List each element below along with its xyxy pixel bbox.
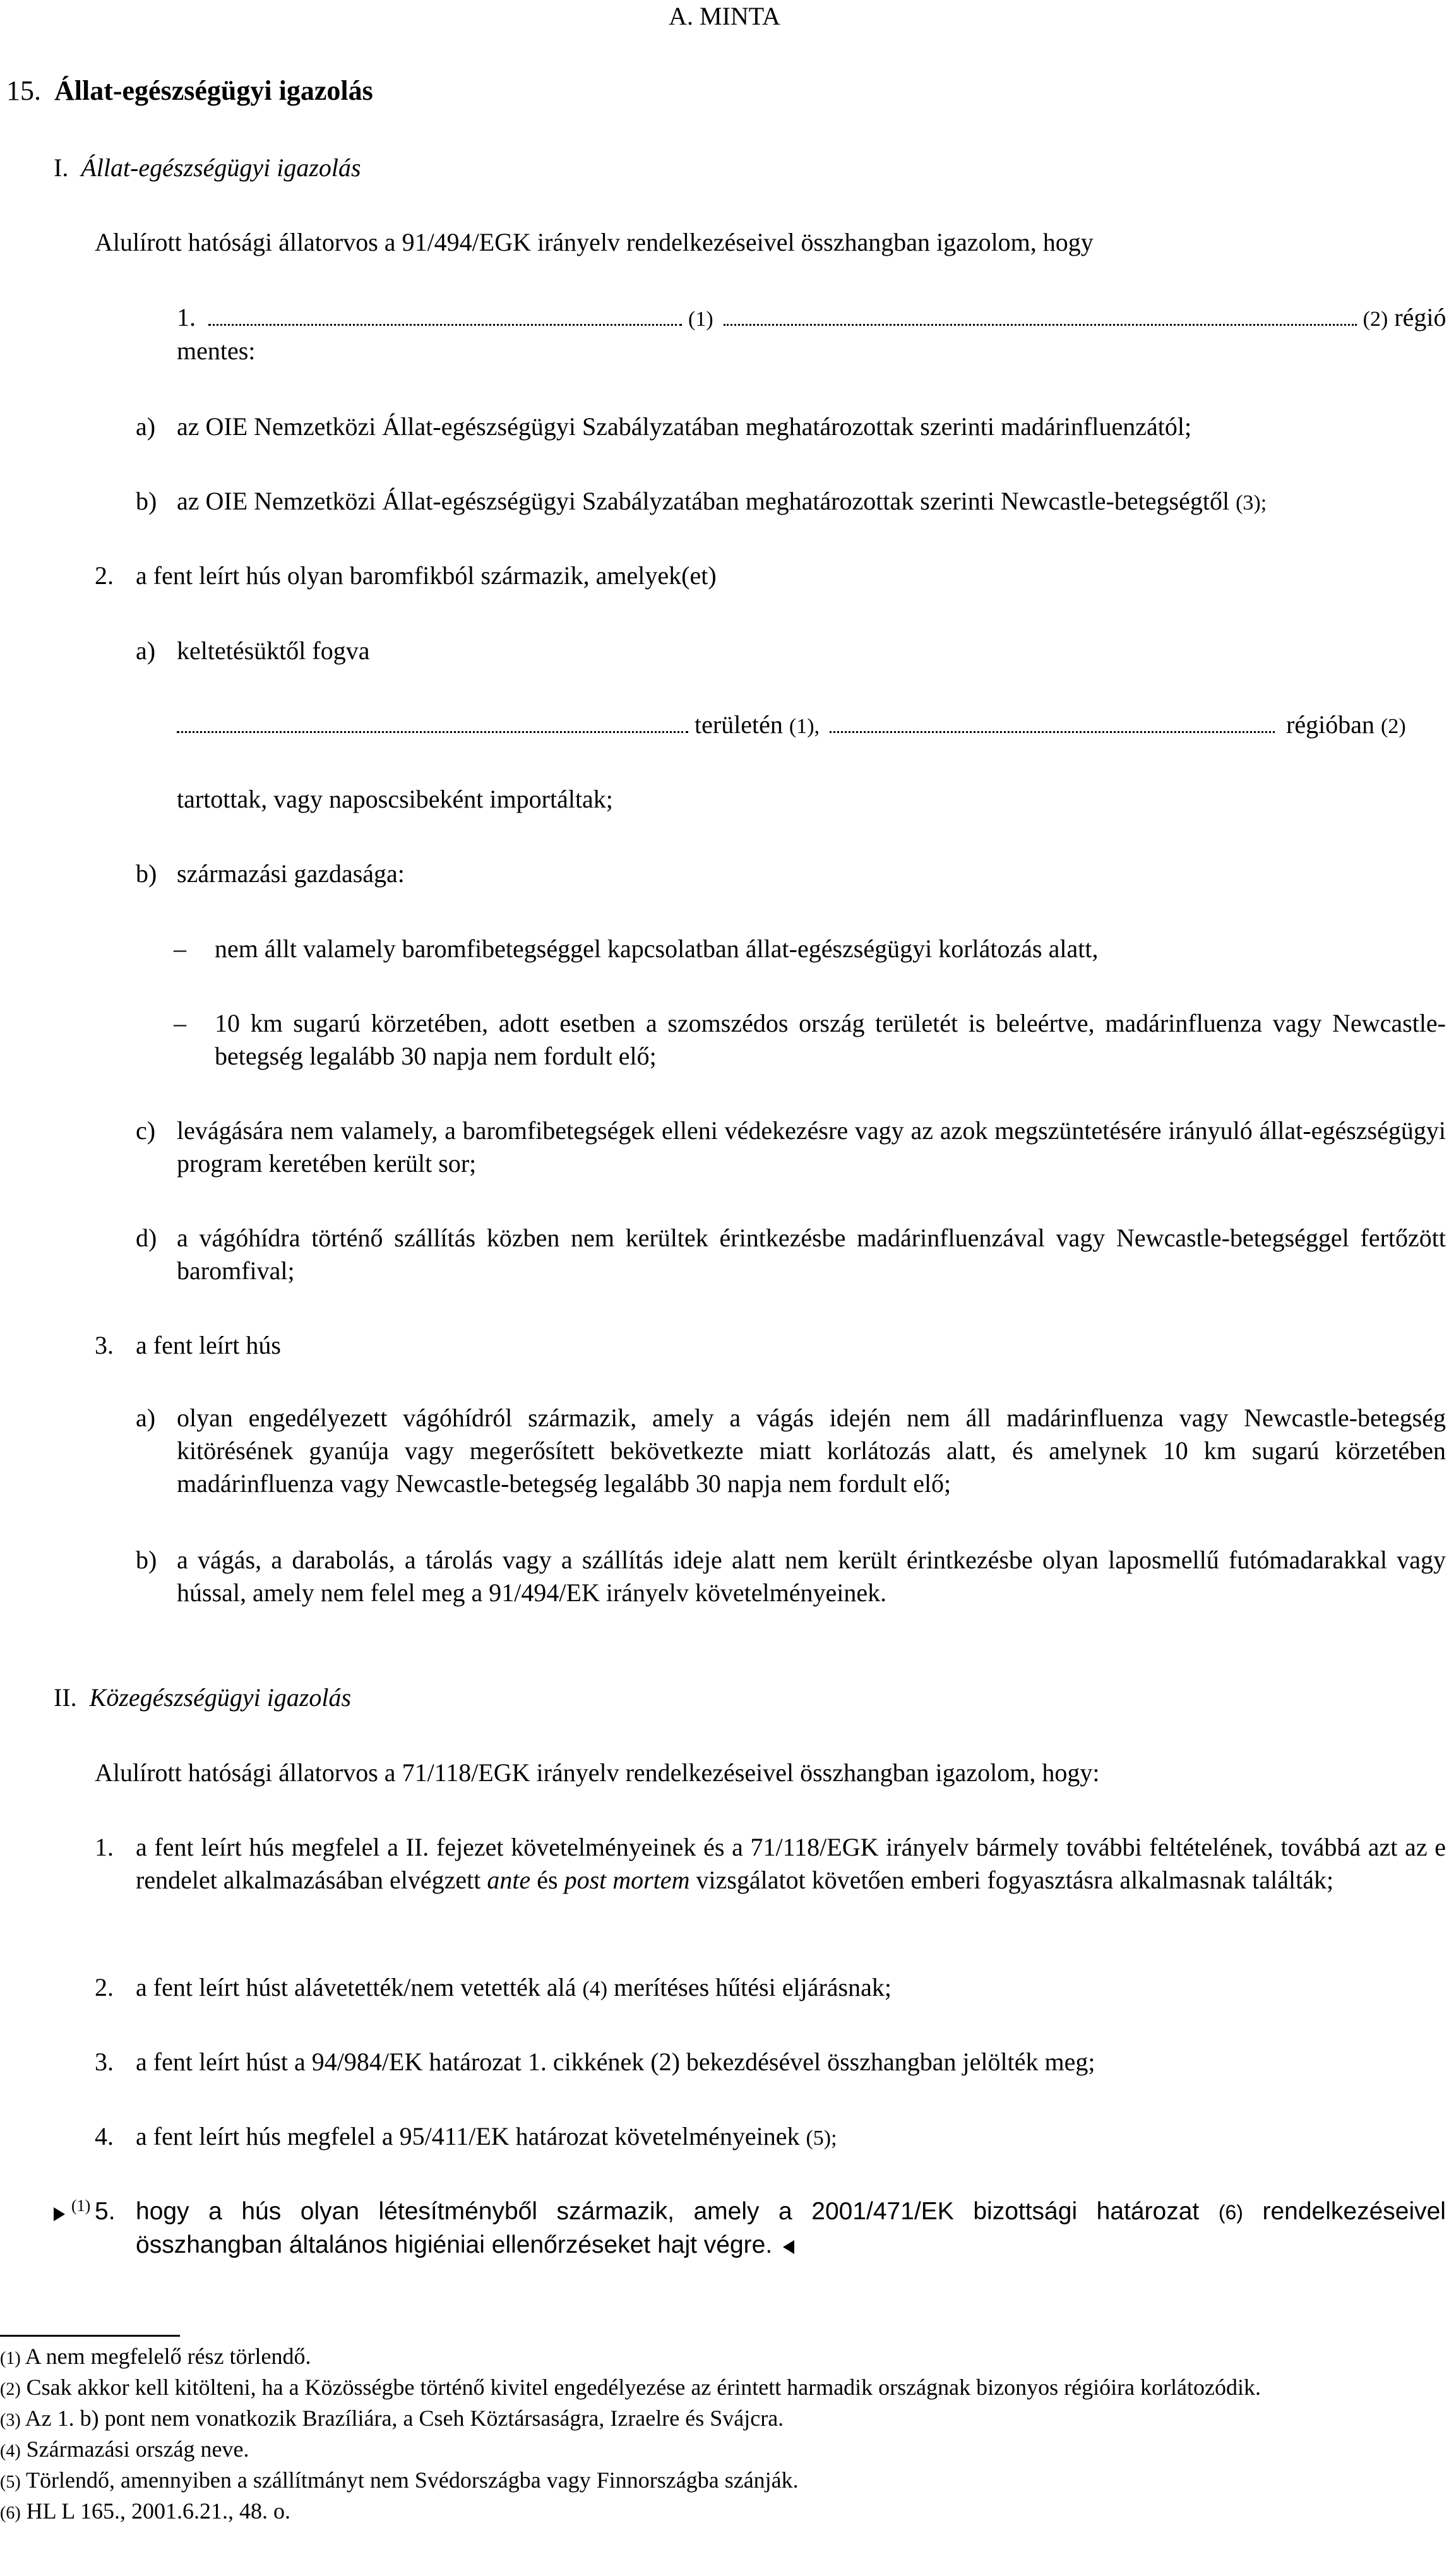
item1-tail: régió [1394, 303, 1446, 331]
part2-roman: II. [54, 1683, 77, 1712]
part2-item2-end: merítéses hűtési eljárásnak; [614, 1973, 891, 2001]
dash-marker-2: – [174, 1009, 186, 1037]
amendment-ref: (1) [71, 2197, 91, 2215]
item2-b-text: származási gazdasága: [177, 859, 405, 888]
footnote-text: Törlendő, amennyiben a szállítmányt nem Svédországba vagy Finnországba szánják. [26, 2467, 799, 2493]
fill-blank-region2 [830, 722, 1275, 733]
footnote-ref: (2) [0, 2380, 21, 2399]
item3-b-label: b) [136, 1546, 157, 1574]
footnote-1 [0, 2341, 311, 2374]
item2-a-end: régióban [1286, 710, 1375, 739]
part2-item1-number: 1. [95, 1833, 114, 1861]
part2-item1-ante: ante [487, 1866, 531, 1894]
amendment-marker [54, 2195, 90, 2228]
part2-heading [54, 1681, 351, 1714]
part2-item2-text: a fent leírt húst alávetették/nem vetették alá [136, 1973, 576, 2001]
item2-d-label: d) [136, 1224, 157, 1252]
part2-item1-text [136, 1831, 1446, 1897]
footnote-text: Csak akkor kell kitölteni, ha a Közösségbe történő kivitel engedélyezése az érintett harmadik országnak bizonyos régióira korlátozódik. [26, 2375, 1261, 2400]
item2-a-line2: tartottak, vagy naposcsibeként importáltak; [177, 785, 613, 813]
item2-a-label: a) [136, 636, 156, 665]
part2-item4-line [136, 2120, 837, 2155]
footnote-ref: (3) [0, 2411, 21, 2430]
dash-marker-1: – [174, 934, 186, 963]
part1-intro: Alulírott hatósági állatorvos a 91/494/EGK irányelv rendelkezéseivel összhangban igazolom, hogy [95, 228, 1094, 256]
item2-dash1: nem állt valamely baromfibetegséggel kapcsolatban állat-egészségügyi korlátozás alatt, [215, 934, 1099, 963]
footnote-3 [0, 2403, 784, 2436]
item1-ref1: (1) [688, 307, 713, 331]
footnote-ref: (6) [0, 2503, 21, 2523]
footnote-ref: (5) [0, 2472, 21, 2492]
item3-text: a fent leírt hús [136, 1331, 281, 1359]
amendment-end-icon [783, 2240, 794, 2254]
item2-a-ref1: (1), [789, 715, 820, 738]
page-header [0, 0, 1449, 33]
item1-a-label: a) [136, 412, 156, 441]
footnote-5 [0, 2465, 799, 2498]
section-title-text: Állat-egészségügyi igazolás [54, 75, 373, 106]
part2-intro: Alulírott hatósági állatorvos a 71/118/EGK irányelv rendelkezéseivel összhangban igazolom, hogy: [95, 1758, 1100, 1787]
item1-mentes: mentes: [177, 337, 256, 365]
item2-d-text: a vágóhídra történő szállítás közben nem kerültek érintkezésbe madárinfluenzával vagy Newcastle-betegséggel fertőzött baromfival; [177, 1224, 1446, 1285]
part2-item4-number: 4. [95, 2122, 114, 2150]
part2-item5-ref: (6) [1218, 2201, 1243, 2224]
part2-item4-text: a fent leírt hús megfelel a 95/411/EK határozat követelményeinek [136, 2122, 800, 2150]
item2-number: 2. [95, 561, 114, 590]
item3-b-text: a vágás, a darabolás, a tárolás vagy a szállítás ideje alatt nem került érintkezésbe olyan laposmellű futómadarakkal vagy hússal, amely nem felel meg a 91/494/EK irányelv követelményeinek. [177, 1546, 1446, 1607]
item2-c-label: c) [136, 1116, 156, 1145]
footnote-4 [0, 2434, 249, 2467]
part2-item4-ref: (5); [806, 2126, 837, 2150]
part2-item1-es: és [537, 1866, 558, 1894]
part2-item2-number: 2. [95, 1973, 114, 2001]
part2-item5-number: 5. [95, 2198, 116, 2225]
item1-b-ref: (3); [1236, 491, 1267, 515]
footnote-ref: (4) [0, 2442, 21, 2461]
footnote-text: A nem megfelelő rész törlendő. [25, 2344, 311, 2369]
item1-b-text: az OIE Nemzetközi Állat-egészségügyi Szabályzatában meghatározottak szerinti Newcastle-betegségtől [177, 487, 1230, 515]
item1-a-text: az OIE Nemzetközi Állat-egészségügyi Szabályzatában meghatározottak szerinti madárinfluenzától; [177, 412, 1192, 441]
header-title: A. MINTA [669, 2, 780, 30]
footnote-text: HL L 165., 2001.6.21., 48. o. [26, 2498, 290, 2524]
amendment-start-icon [54, 2207, 65, 2221]
item3-number: 3. [95, 1331, 114, 1359]
item2-a-text: keltetésüktől fogva [177, 636, 370, 665]
part2-item3-number: 3. [95, 2048, 114, 2076]
item2-a-mid: területén [695, 710, 783, 739]
section-title [6, 75, 373, 107]
part2-item3-text: a fent leírt húst a 94/984/EK határozat 1. cikkének (2) bekezdésével összhangban jelölték meg; [136, 2048, 1095, 2076]
footnote-separator [0, 2335, 180, 2337]
item2-a-fill-line [177, 708, 1406, 743]
item1-ref2: (2) [1363, 307, 1388, 331]
item2-dash2: 10 km sugarú körzetében, adott esetben a szomszédos ország területét is beleértve, madárinfluenza vagy Newcastle-betegség legalább 30 napja nem fordult elő; [215, 1009, 1446, 1070]
part2-item1-text-a: a fent leírt hús megfelel a II. fejezet követelményeinek és a 71/118/EGK irányelv bármely további feltételének, továbbá azt az e rendelet alkalmazásában elvégzett [136, 1833, 1446, 1894]
part1-heading [54, 152, 361, 184]
footnote-2 [0, 2372, 1261, 2405]
part2-item5-end: rendelkezéseivel összhangban általános higiéniai ellenőrzéseket hajt végre. [136, 2198, 1446, 2258]
part2-item2-line [136, 1971, 891, 2006]
item2-b-label: b) [136, 859, 157, 888]
part2-item5-text-a: hogy a hús olyan létesítményből származik, amely a 2001/471/EK bizottsági határozat [136, 2198, 1200, 2225]
footnote-ref: (1) [0, 2349, 21, 2368]
item1-b-line [177, 485, 1267, 520]
item2-text: a fent leírt hús olyan baromfikból származik, amelyek(et) [136, 561, 717, 590]
part2-item5-text [136, 2195, 1446, 2262]
part2-item1-post: post mortem [564, 1866, 690, 1894]
item1-number: 1. [177, 303, 196, 331]
item2-c-text: levágására nem valamely, a baromfibetegségek elleni védekezésre vagy az azok megszüntetésére irányuló állat-egészségügyi program keretében került sor; [177, 1116, 1446, 1178]
footnote-6 [0, 2496, 290, 2529]
item1-b-label: b) [136, 487, 157, 515]
fill-blank-country [208, 315, 682, 326]
part2-title: Közegészségügyi igazolás [89, 1683, 352, 1712]
part2-item1-text-b: vizsgálatot követően emberi fogyasztásra alkalmasnak találták; [696, 1866, 1334, 1894]
part1-title: Állat-egészségügyi igazolás [81, 153, 361, 182]
item3-a-text: olyan engedélyezett vágóhídról származik, amely a vágás idején nem áll madárinfluenza vagy Newcastle-betegség kitörésének gyanúja vagy megerősített bekövetkezte miatt korlátozás alatt, és amelynek 10 km sugarú körzetében madárinfluenza vagy Newcastle-betegség legalább 30 napja nem fordult elő; [177, 1404, 1446, 1498]
item2-a-ref2: (2) [1381, 715, 1406, 738]
item1-fill-line [208, 301, 1446, 336]
section-number: 15. [6, 75, 41, 106]
footnote-text: Származási ország neve. [26, 2436, 249, 2462]
fill-blank-territory [177, 722, 688, 733]
part2-item2-ref: (4) [582, 1977, 608, 2001]
part1-roman: I. [54, 153, 69, 182]
fill-blank-region [724, 315, 1357, 326]
footnote-text: Az 1. b) pont nem vonatkozik Brazíliára, a Cseh Köztársaságra, Izraelre és Svájcra. [25, 2406, 784, 2431]
item3-a-label: a) [136, 1404, 156, 1432]
